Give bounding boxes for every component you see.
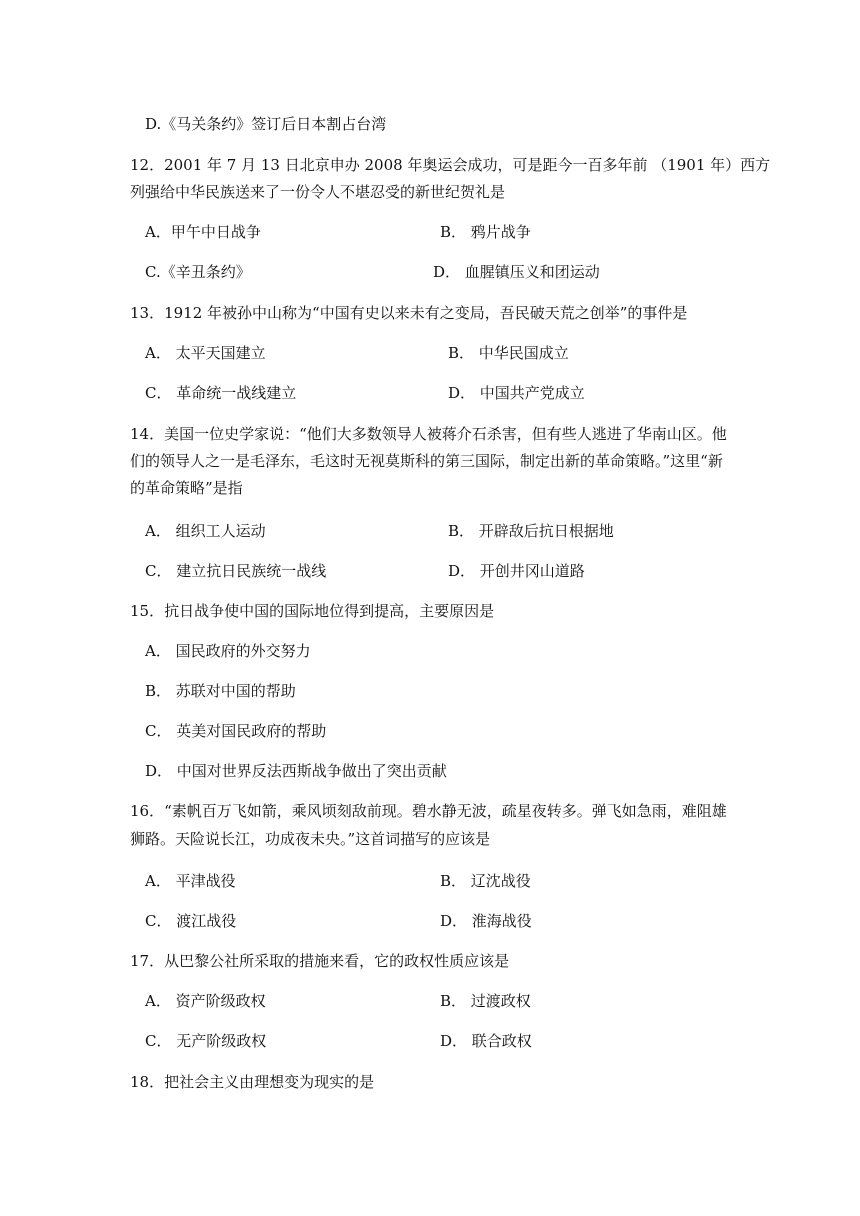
q16-stem-line-2: 狮路。天险说长江，功成夜未央。”这首词描写的应该是 — [130, 830, 491, 848]
q17-option-b: B． 过渡政权 — [440, 992, 531, 1010]
q15-stem-line-1: 15．抗日战争使中国的国际地位得到提高，主要原因是 — [130, 602, 495, 620]
q14-option-d: D． 开创井冈山道路 — [448, 562, 585, 580]
q11-option-d: D.《马关条约》签订后日本割占台湾 — [145, 115, 387, 133]
q16-option-c: C． 渡江战役 — [145, 912, 237, 930]
q12-option-d: D． 血腥镇压义和团运动 — [433, 263, 600, 281]
q13-option-a: A． 太平天国建立 — [145, 344, 266, 362]
q17-option-c: C． 无产阶级政权 — [145, 1032, 267, 1050]
q15-option-a: A． 国民政府的外交努力 — [145, 642, 311, 660]
q14-option-a: A． 组织工人运动 — [145, 522, 266, 540]
q16-stem-line-1: 16．“素帆百万飞如箭，乘风顷刻敌前现。碧水静无波，疏星夜转多。弹飞如急雨，难阻雄 — [130, 802, 727, 820]
q14-stem-line-2: 们的领导人之一是毛泽东，毛这时无视莫斯科的第三国际，制定出新的革命策略。”这里“新 — [130, 452, 723, 470]
q17-option-a: A． 资产阶级政权 — [145, 992, 266, 1010]
q13-option-c: C． 革命统一战线建立 — [145, 384, 297, 402]
q12-stem-line-2: 列强给中华民族送来了一份令人不堪忍受的新世纪贺礼是 — [130, 183, 506, 201]
q16-option-a: A． 平津战役 — [145, 872, 236, 890]
q16-option-b: B． 辽沈战役 — [440, 872, 531, 890]
q14-option-c: C． 建立抗日民族统一战线 — [145, 562, 327, 580]
q15-option-b: B． 苏联对中国的帮助 — [145, 682, 296, 700]
q14-option-b: B． 开辟敌后抗日根据地 — [448, 522, 614, 540]
q15-option-c: C． 英美对国民政府的帮助 — [145, 722, 327, 740]
q18-stem-line-1: 18．把社会主义由理想变为现实的是 — [130, 1073, 375, 1091]
q17-stem-line-1: 17．从巴黎公社所采取的措施来看，它的政权性质应该是 — [130, 952, 510, 970]
q16-option-d: D． 淮海战役 — [440, 912, 532, 930]
q12-stem-line-1: 12．2001 年 7 月 13 日北京申办 2008 年奥运会成功，可是距今一百多年前 （1901 年）西方 — [130, 156, 771, 174]
q17-option-d: D． 联合政权 — [440, 1032, 532, 1050]
q12-option-b: B． 鸦片战争 — [440, 223, 531, 241]
q15-option-d: D． 中国对世界反法西斯战争做出了突出贡献 — [145, 762, 447, 780]
q12-option-a: A．甲午中日战争 — [145, 223, 261, 241]
q12-option-c: C.《辛丑条约》 — [145, 263, 251, 281]
q14-stem-line-3: 的革命策略”是指 — [130, 479, 243, 497]
q13-stem-line-1: 13．1912 年被孙中山称为“中国有史以来未有之变局，吾民破天荒之创举”的事件是 — [130, 304, 688, 322]
q13-option-b: B． 中华民国成立 — [448, 344, 569, 362]
q14-stem-line-1: 14．美国一位史学家说：“他们大多数领导人被蒋介石杀害，但有些人逃进了华南山区。他 — [130, 425, 727, 443]
q13-option-d: D． 中国共产党成立 — [448, 384, 585, 402]
